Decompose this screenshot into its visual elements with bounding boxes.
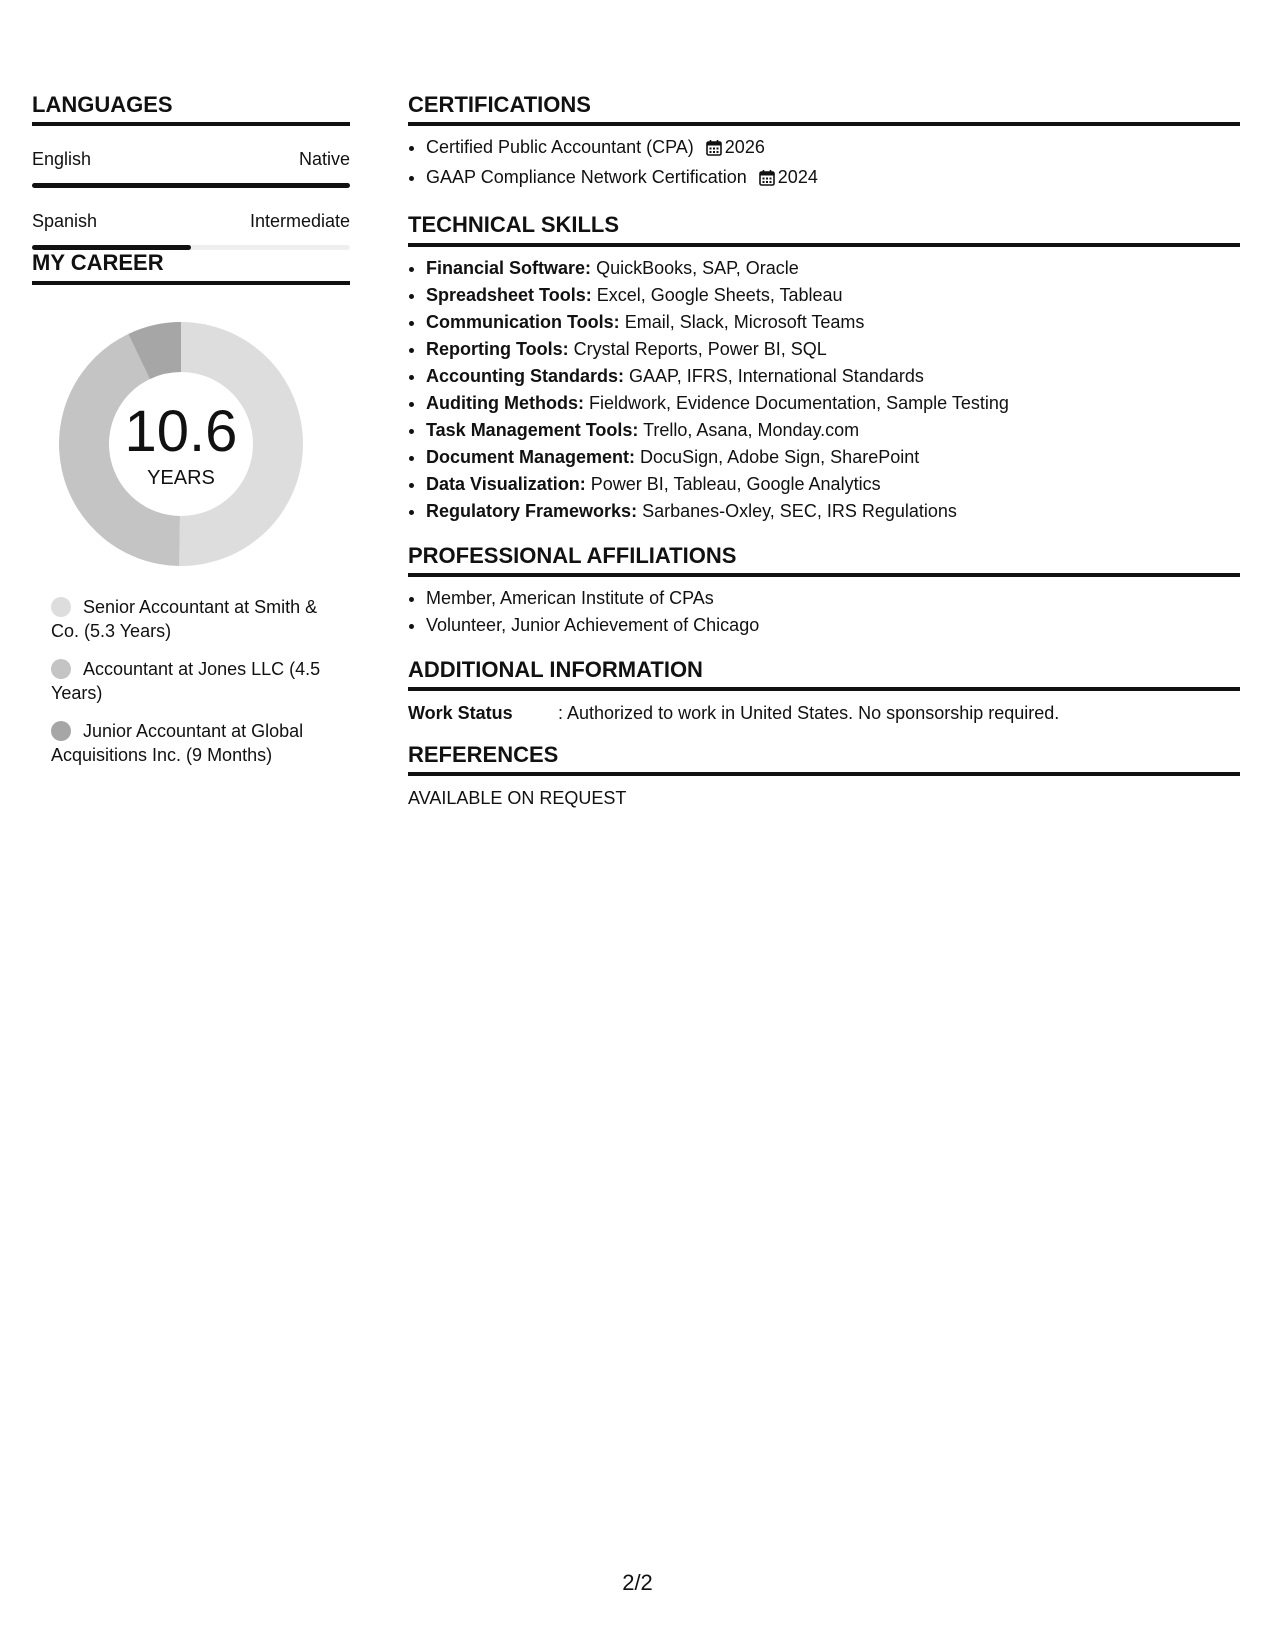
calendar-icon (759, 167, 775, 194)
career-total-unit: YEARS (147, 466, 215, 489)
affiliation-item: • Member, American Institute of CPAs (426, 585, 1240, 612)
skill-item (426, 336, 1240, 363)
calendar-icon (706, 137, 722, 164)
affiliations-heading: PROFESSIONAL AFFILIATIONS (408, 543, 1240, 577)
language-proficiency-bar (32, 245, 350, 250)
legend-dot-icon (51, 659, 71, 679)
affiliation-item: • Volunteer, Junior Achievement of Chicago (426, 612, 1240, 639)
skill-value: Excel, Google Sheets, Tableau (596, 284, 843, 305)
skill-item (426, 444, 1240, 471)
language-level: Intermediate (249, 211, 350, 232)
career-donut-chart (56, 319, 306, 569)
skill-value: Fieldwork, Evidence Documentation, Sample Testing (588, 392, 1009, 413)
skill-value: QuickBooks, SAP, Oracle (596, 257, 799, 278)
additional-info-heading: ADDITIONAL INFORMATION (408, 657, 1240, 691)
skill-item (426, 471, 1240, 498)
skill-item (426, 309, 1240, 336)
career-legend-item (51, 719, 340, 767)
language-name: Spanish (32, 211, 98, 232)
certification-year: 2024 (777, 167, 818, 188)
certifications-heading: CERTIFICATIONS (408, 92, 1240, 126)
career-role-label: Accountant at Jones LLC (4.5 Years) (51, 658, 321, 703)
skill-item (426, 417, 1240, 444)
references-heading: REFERENCES (408, 742, 1240, 776)
references-text: AVAILABLE ON REQUEST (408, 788, 627, 809)
skill-label: Communication Tools: (426, 311, 620, 332)
certification-item (426, 164, 1240, 194)
career-legend-item (51, 595, 340, 643)
language-spanish (32, 212, 350, 250)
career-role-label: Senior Accountant at Smith & Co. (5.3 Years) (51, 596, 318, 641)
legend-dot-icon (51, 721, 71, 741)
skill-label: Data Visualization: (426, 473, 586, 494)
career-legend-item (51, 657, 340, 705)
skill-label: Auditing Methods: (426, 392, 584, 413)
skill-value: DocuSign, Adobe Sign, SharePoint (640, 446, 920, 467)
certification-year: 2026 (724, 137, 765, 158)
skill-item (426, 282, 1240, 309)
skill-label: Task Management Tools: (426, 419, 639, 440)
skill-item (426, 363, 1240, 390)
work-status-label: Work Status (408, 703, 513, 724)
certification-item (426, 134, 1240, 164)
skill-label: Accounting Standards: (426, 365, 625, 386)
certification-name: GAAP Compliance Network Certification (426, 167, 747, 188)
page-number: 2/2 (622, 1570, 653, 1595)
career-heading: MY CAREER (32, 250, 350, 284)
career-legend (32, 595, 350, 767)
certification-name: Certified Public Accountant (CPA) (426, 137, 694, 158)
work-status-value: : Authorized to work in United States. No sponsorship required. (558, 703, 1060, 724)
technical-skills-list (408, 255, 1240, 525)
career-role-label: Junior Accountant at Global Acquisitions Inc. (9 Months) (51, 720, 304, 765)
skill-label: Financial Software: (426, 257, 592, 278)
language-name: English (32, 149, 92, 170)
skill-value: Power BI, Tableau, Google Analytics (590, 473, 881, 494)
skill-value: Crystal Reports, Power BI, SQL (573, 338, 827, 359)
skill-label: Regulatory Frameworks: (426, 500, 638, 521)
skill-label: Reporting Tools: (426, 338, 569, 359)
career-total-years: 10.6 (124, 398, 238, 464)
skill-value: Trello, Asana, Monday.com (643, 419, 860, 440)
right-column (408, 92, 1240, 809)
skill-value: Email, Slack, Microsoft Teams (624, 311, 865, 332)
affiliations-list (408, 585, 1240, 639)
skill-item (426, 498, 1240, 525)
skill-label: Document Management: (426, 446, 636, 467)
language-level: Native (298, 149, 350, 170)
legend-dot-icon (51, 597, 71, 617)
technical-skills-heading: TECHNICAL SKILLS (408, 212, 1240, 246)
skill-item (426, 390, 1240, 417)
work-status-row (408, 703, 1240, 724)
language-english (32, 150, 350, 188)
certifications-list (408, 134, 1240, 194)
skill-value: GAAP, IFRS, International Standards (629, 365, 924, 386)
language-proficiency-bar (32, 183, 350, 188)
language-proficiency-fill (32, 183, 350, 188)
skill-value: Sarbanes-Oxley, SEC, IRS Regulations (642, 500, 957, 521)
left-column (32, 92, 350, 781)
languages-heading: LANGUAGES (32, 92, 350, 126)
language-proficiency-fill (32, 245, 191, 250)
skill-item (426, 255, 1240, 282)
skill-label: Spreadsheet Tools: (426, 284, 592, 305)
